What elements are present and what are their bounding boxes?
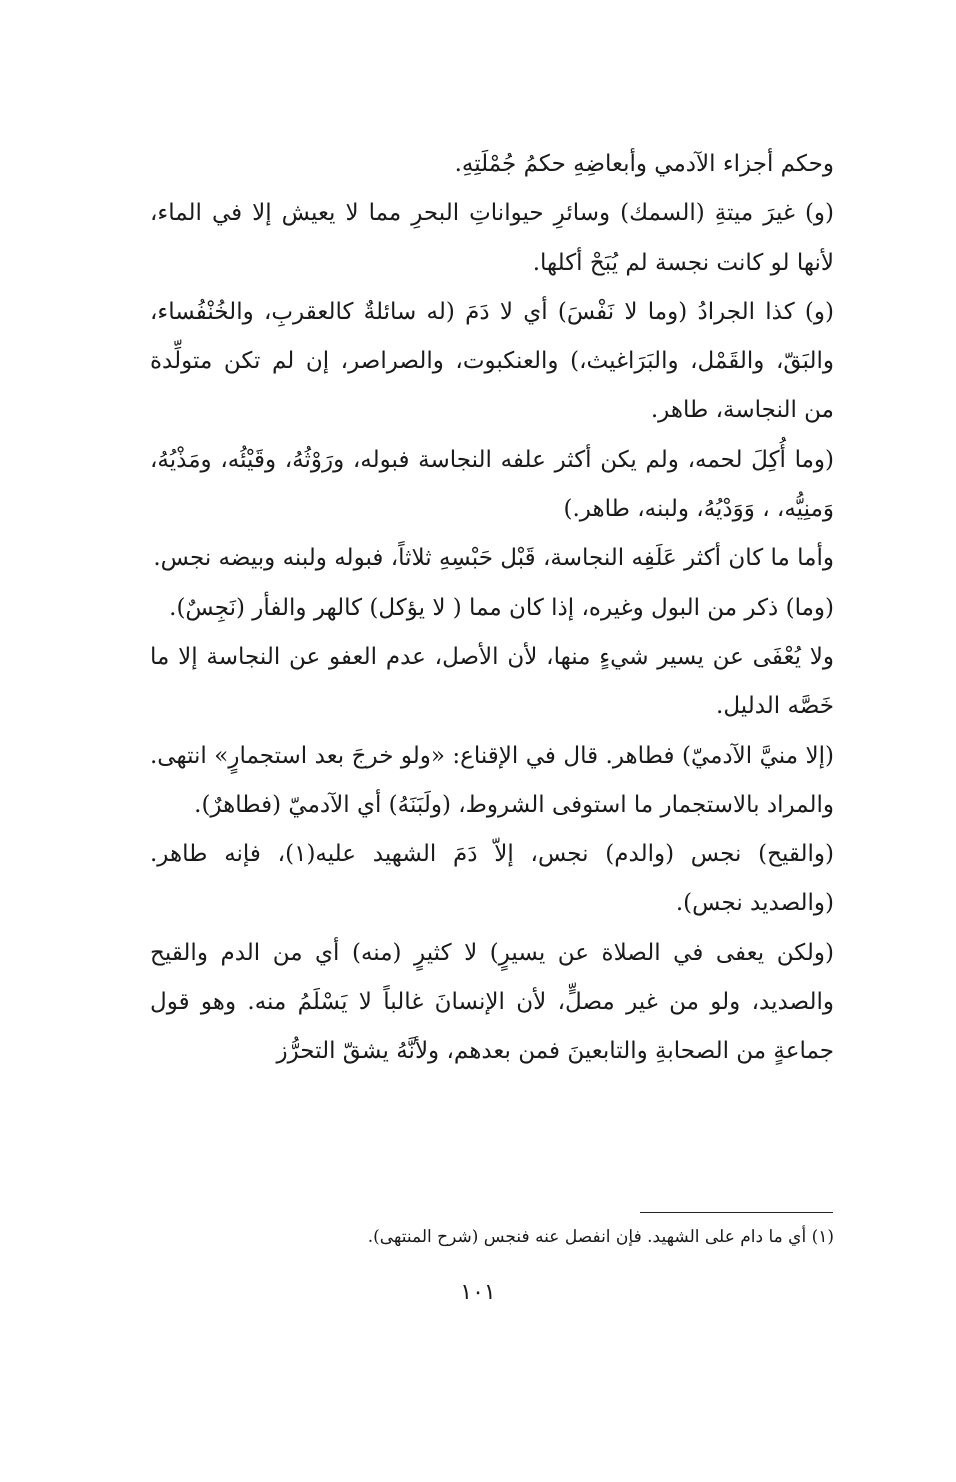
paragraph: (ولكن يعفى في الصلاة عن يسيرٍ) لا كثيرٍ (منه) أي من الدم والقيح والصديد، ولو من غير مصلٍّ، لأن الإنسانَ غالباً لا يَسْلَمُ منه. وهو قول جماعةٍ من الصحابةِ والتابعينَ فمن بعدهم، ولأنَّهُ يشقّ التحرُّز bbox=[150, 939, 834, 1065]
paragraph: ولا يُعْفَى عن يسير شيءٍ منها، لأن الأصل، عدم العفو عن النجاسة إلا ما خَصَّه الدليل. bbox=[150, 643, 834, 720]
paragraph: (و) كذا الجرادُ (وما لا نَفْسَ) أي لا دَمَ (له سائلةٌ كالعقربِ، والخُنْفُساء، والبَقّ، والقَمْل، والبَرَاغيث،) والعنكبوت، والصراصر، إن لم تكن متولِّدة من النجاسة، طاهر. bbox=[150, 298, 834, 424]
paragraph: (إلا منيَّ الآدميّ) فطاهر. قال في الإقناع: «ولو خرجَ بعد استجمارٍ» انتهى. والمراد بالاستجمار ما استوفى الشروط، (ولَبَنَهُ) أي الآدميّ (فطاهرٌ). bbox=[150, 742, 834, 818]
paragraph: (وما) ذكر من البول وغيره، إذا كان مما ( لا يؤكل) كالهر والفأر (نَجِسٌ). bbox=[169, 594, 834, 621]
page-number: ١٠١ bbox=[460, 1280, 496, 1305]
paragraph: وأما ما كان أكثر عَلَفِه النجاسة، قَبْل حَبْسِهِ ثلاثاً، فبوله ولبنه وبيضه نجس. bbox=[153, 545, 834, 572]
paragraph: وحكم أجزاء الآدمي وأبعاضِهِ حكمُ جُمْلَتِهِ. bbox=[454, 151, 834, 177]
paragraph: (وما أُكِلَ لحمه، ولم يكن أكثر علفه النجاسة فبوله، ورَوْثُهُ، وقَيْئُه، ومَذْيُهُ، وَمنِيُّه، ، وَوَدْيُهُ، ولبنه، طاهر.) bbox=[150, 446, 834, 523]
paragraph: (والقيح) نجس (والدم) نجس، إلاّ دَمَ الشهيد عليه(١)، فإنه طاهر. (والصديد نجس). bbox=[150, 841, 834, 917]
footnote: (١) أي ما دام على الشهيد. فإن انفصل عنه فنجس (شرح المنتهى). bbox=[367, 1227, 834, 1247]
paragraph: (و) غيرَ ميتةِ (السمك) وسائرِ حيواناتِ البحرِ مما لا يعيش إلا في الماء، لأنها لو كانت نجسة لم يُبَحْ أكلها. bbox=[150, 200, 834, 276]
main-text bbox=[150, 140, 834, 1077]
footnote-divider bbox=[640, 1212, 833, 1213]
